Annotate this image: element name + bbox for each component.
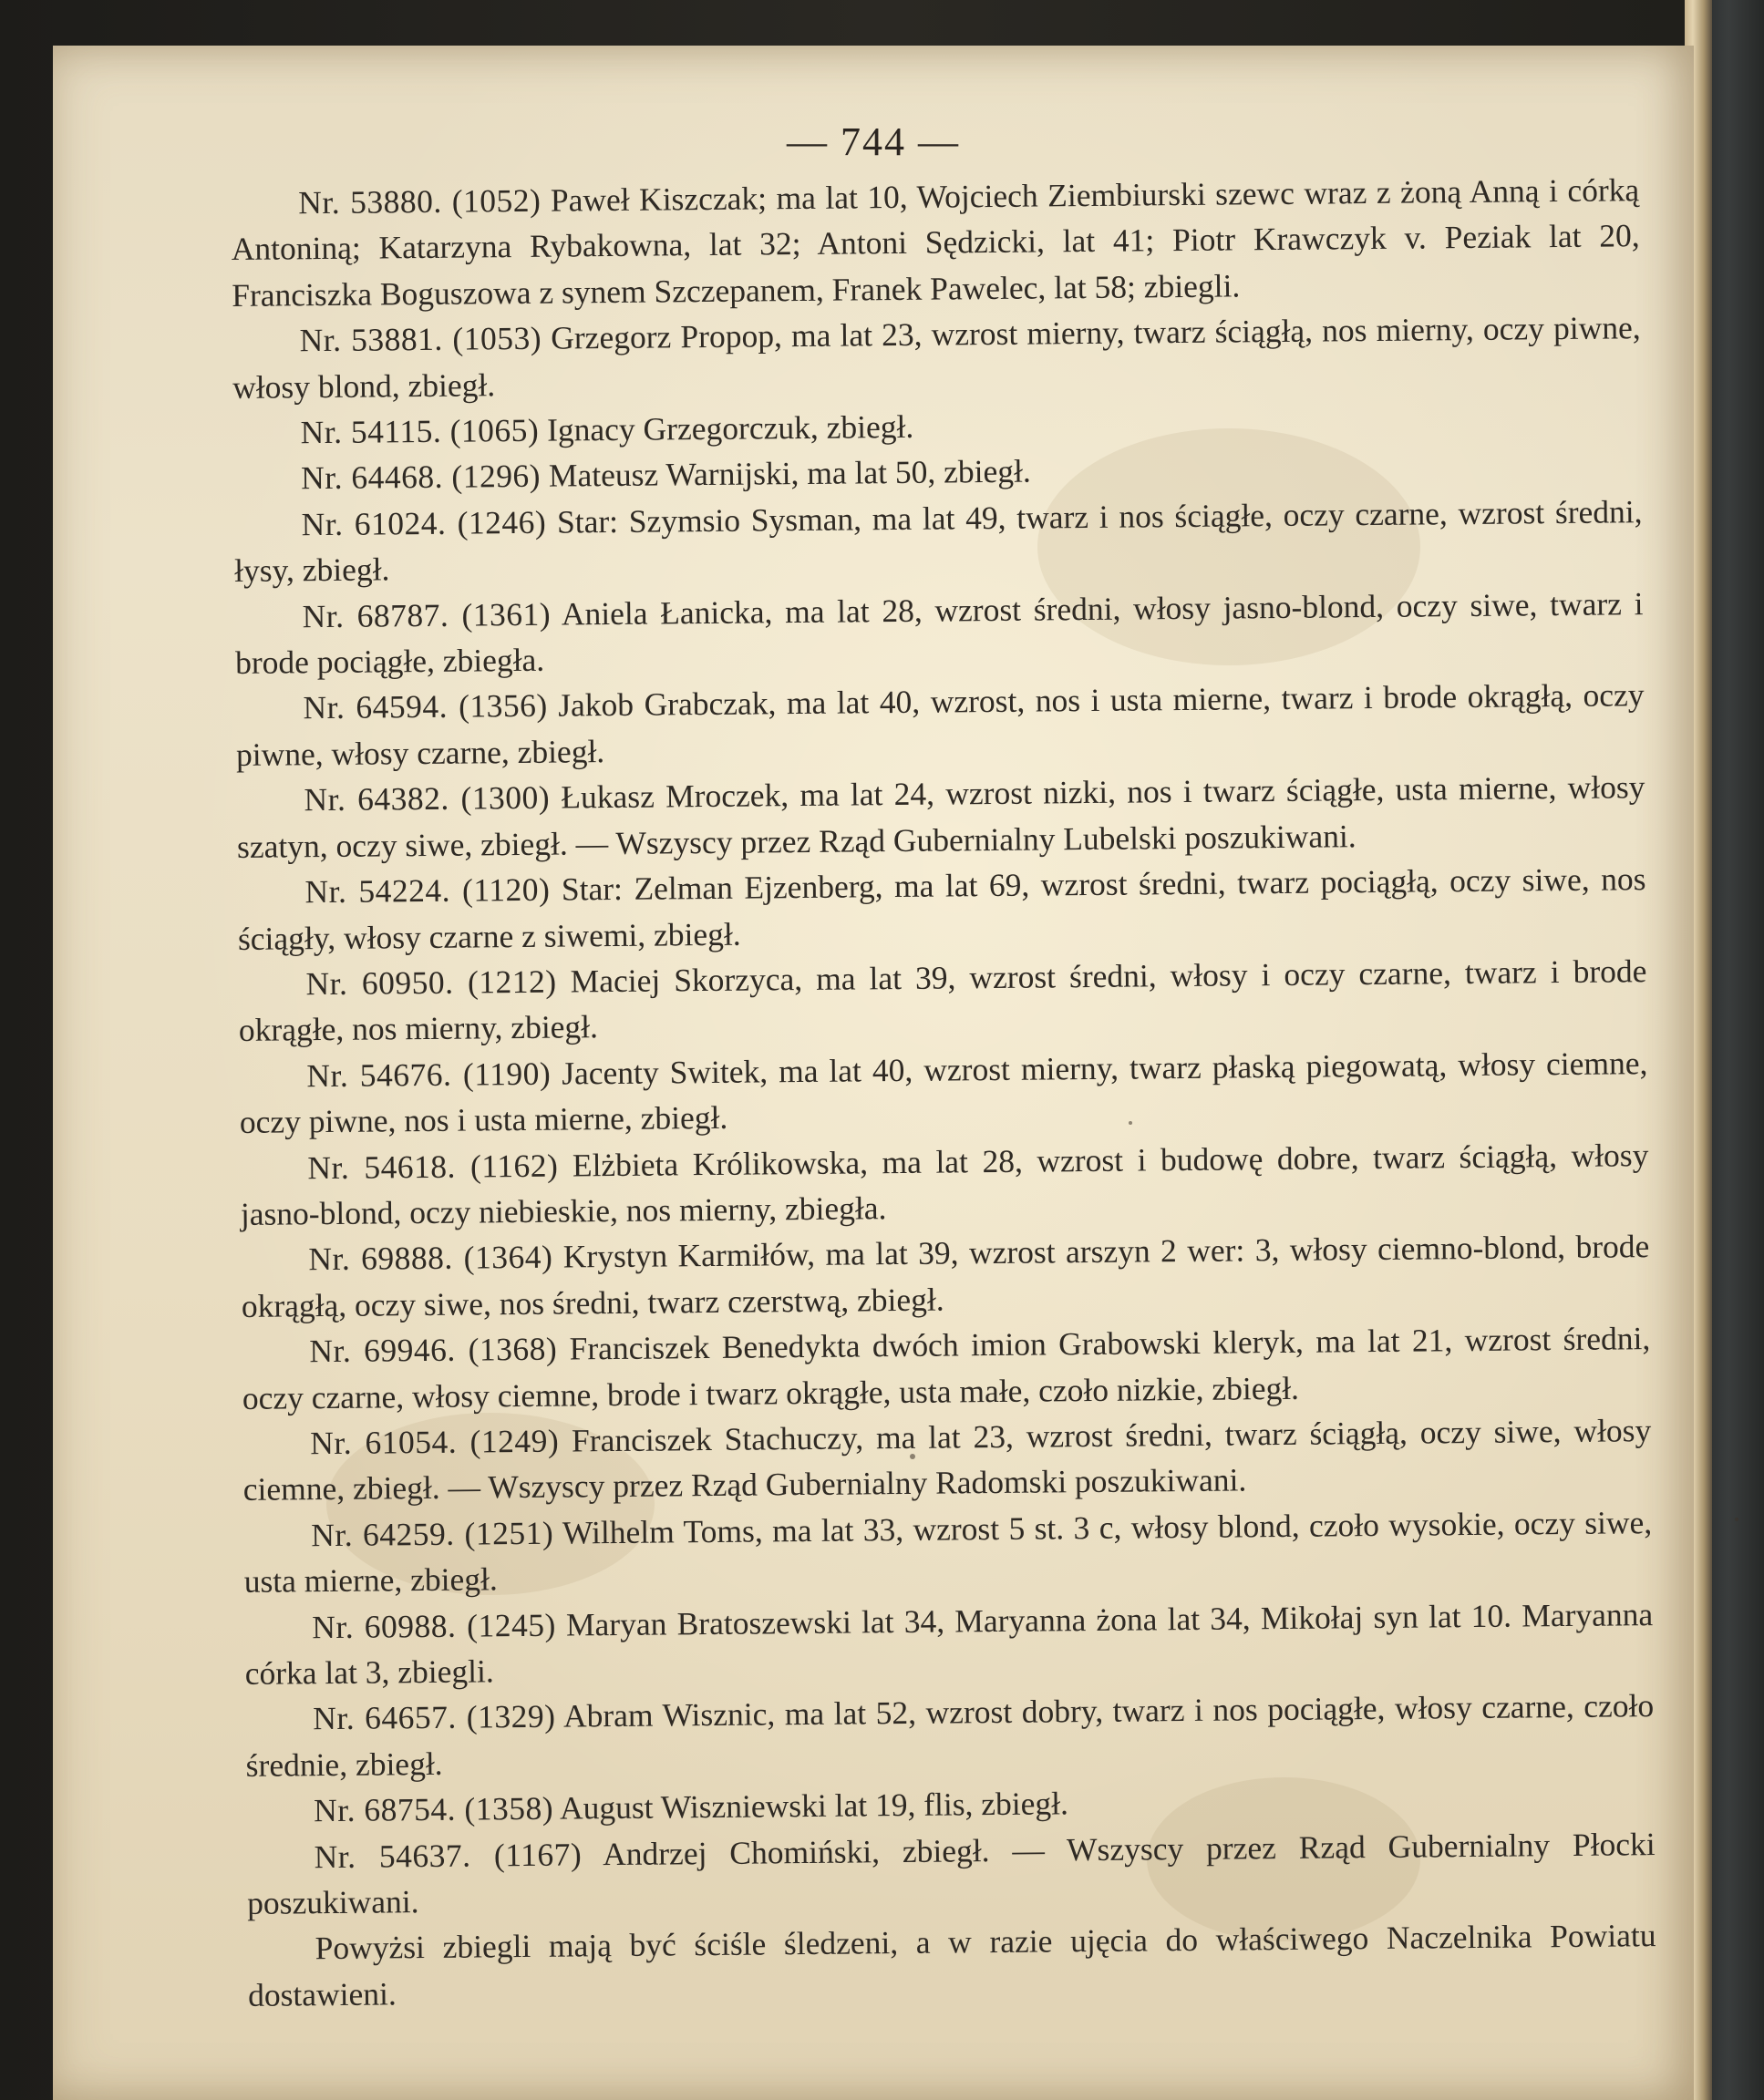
entry-number: Nr. 54115. (1065) [300, 411, 540, 451]
list-item [246, 1821, 1656, 1927]
list-item [243, 1499, 1653, 1605]
entry-number: Nr. 68787. (1361) [302, 595, 552, 634]
closing-paragraph: Powyżsi zbiegli mają być ściśle śledzeni, a w razie ujęcia do właściwego Naczelnika Powiatu dostawieni. [247, 1917, 1656, 2013]
list-item [239, 1040, 1648, 1146]
entry-text: Ignacy Grzegorczuk, zbiegł. [546, 407, 914, 448]
entry-number: Nr. 64594. (1356) [303, 687, 548, 726]
entry-text: Maryan Bratoszewski lat 34, Maryanna żona lat 34, Mikołaj syn lat 10. Maryanna córka lat 3, zbiegli. [244, 1595, 1654, 1692]
list-item [241, 1223, 1650, 1329]
speck [1735, 1518, 1738, 1521]
entry-number: Nr. 60988. (1245) [312, 1606, 556, 1645]
entry-number: Nr. 61024. (1246) [301, 503, 547, 543]
entry-text: Maciej Skorzyca, ma lat 39, wzrost średni, włosy i oczy czarne, twarz i brode okrągłe, nos mierny, zbiegł. [238, 952, 1647, 1049]
entry-text: Krystyn Karmiłów, ma lat 39, wzrost arszyn 2 wer: 3, włosy ciemno-blond, brode okrągłą, oczy siwe, nos średni, twarz czerstwą, zbiegł. [241, 1228, 1650, 1324]
list-item [245, 1683, 1655, 1788]
entry-text: Mateusz Warnijski, ma lat 50, zbiegł. [548, 453, 1031, 495]
book-cover-edge [1705, 0, 1764, 2100]
entry-text: Elżbieta Królikowska, ma lat 28, wzrost i budowę dobre, twarz ściągłą, włosy jasno-blond, oczy niebieskie, nos mierny, zbiegła. [240, 1136, 1649, 1232]
entry-text: Grzegorz Propop, ma lat 23, wzrost mierny, twarz ściągłą, nos mierny, oczy piwne, włosy blond, zbiegł. [232, 309, 1641, 406]
entry-number: Nr. 68754. (1358) [313, 1789, 554, 1829]
entry-text: Wilhelm Toms, ma lat 33, wzrost 5 st. 3 c, włosy blond, czoło wysokie, oczy siwe, usta mierne, zbiegł. [243, 1503, 1653, 1601]
entry-number: Nr. 69946. (1368) [309, 1330, 558, 1370]
entry-number: Nr. 61054. (1249) [310, 1422, 560, 1462]
entry-text: August Wiszniewski lat 19, flis, zbiegł. [559, 1785, 1069, 1827]
list-item [242, 1407, 1652, 1513]
entry-number: Nr. 54224. (1120) [304, 870, 551, 911]
list-item [240, 1132, 1649, 1238]
entry-text: Jacenty Switek, ma lat 40, wzrost mierny, twarz płaską piegowatą, włosy ciemne, oczy piwne, nos i usta mierne, zbiegł. [239, 1044, 1648, 1141]
page-number: — 744 — [787, 119, 960, 164]
entry-number: Nr. 64468. (1296) [300, 458, 542, 497]
entry-text: Paweł Kiszczak; ma lat 10, Wojciech Ziembiurski szewc wraz z żoną Anną i córką Antoniną; Katarzyna Rybakowna, lat 32; Antoni Sędzicki, lat 41; Piotr Krawczyk v. Peziak lat 20, Franciszka Boguszowa z synem Szczepanem, Franek Pawelec, lat 58; zbiegli. [231, 171, 1640, 314]
entry-text: Aniela Łanicka, ma lat 28, wzrost średni, włosy jasno-blond, oczy siwe, twarz i brode pociągłe, zbiegła. [234, 584, 1644, 682]
list-item [235, 673, 1645, 778]
entry-number: Nr. 64259. (1251) [311, 1514, 554, 1554]
list-item [234, 581, 1644, 686]
list-item [232, 304, 1641, 410]
entry-text: Łukasz Mroczek, ma lat 24, wzrost nizki, nos i twarz ściągłe, usta mierne, włosy szatyn, oczy siwe, zbiegł. — Wszyscy przez Rząd Gubernialny Lubelski poszukiwani. [236, 768, 1645, 865]
document-page [53, 46, 1694, 2100]
entry-text: Franciszek Benedykta dwóch imion Grabowski kleryk, ma lat 21, wzrost średni, oczy czarne, włosy ciemne, brode i twarz okrągłe, usta małe, czoło nizkie, zbiegł. [242, 1320, 1651, 1416]
list-item [237, 856, 1646, 962]
entry-text: Franciszek Stachuczy, ma lat 23, wzrost średni, twarz ściągłą, oczy siwe, włosy ciemne, zbiegł. — Wszyscy przez Rząd Gubernialny Radomski poszukiwani. [242, 1412, 1652, 1508]
list-item [236, 764, 1645, 870]
list-item [242, 1315, 1651, 1421]
entry-number: Nr. 54637. (1167) [314, 1836, 583, 1875]
entry-text: Jakob Grabczak, ma lat 40, wzrost, nos i usta mierne, twarz i brode okrągłą, oczy piwne, włosy czarne, zbiegł. [235, 676, 1645, 773]
entry-number: Nr. 53881. (1053) [299, 319, 542, 359]
entry-number: Nr. 54676. (1190) [306, 1055, 552, 1094]
list-item [244, 1591, 1654, 1697]
list-item [238, 948, 1647, 1054]
entry-number: Nr. 64657. (1329) [313, 1698, 556, 1737]
entry-number: Nr. 60950. (1212) [305, 962, 557, 1003]
entry-number: Nr. 64382. (1300) [304, 778, 551, 818]
list-item [233, 489, 1643, 594]
entry-text: Star: Szymsio Sysman, ma lat 49, twarz i nos ściągłe, oczy czarne, wzrost średni, łysy, zbiegł. [233, 492, 1643, 590]
entry-number: Nr. 53880. (1052) [298, 181, 542, 221]
list-item [231, 167, 1640, 318]
document-body [231, 167, 1656, 2018]
entry-number: Nr. 69888. (1364) [308, 1239, 553, 1278]
entry-text: Abram Wisznic, ma lat 52, wzrost dobry, twarz i nos pociągłe, włosy czarne, czoło średnie, zbiegł. [245, 1687, 1655, 1784]
entry-number: Nr. 54618. (1162) [307, 1147, 559, 1186]
entry-text: Andrzej Chomiński, zbiegł. — Wszyscy przez Rząd Gubernialny Płocki poszukiwani. [246, 1825, 1656, 1921]
entry-text: Star: Zelman Ejzenberg, ma lat 69, wzrost średni, twarz pociągłą, oczy siwe, nos ściągły, włosy czarne z siwemi, zbiegł. [237, 860, 1646, 957]
